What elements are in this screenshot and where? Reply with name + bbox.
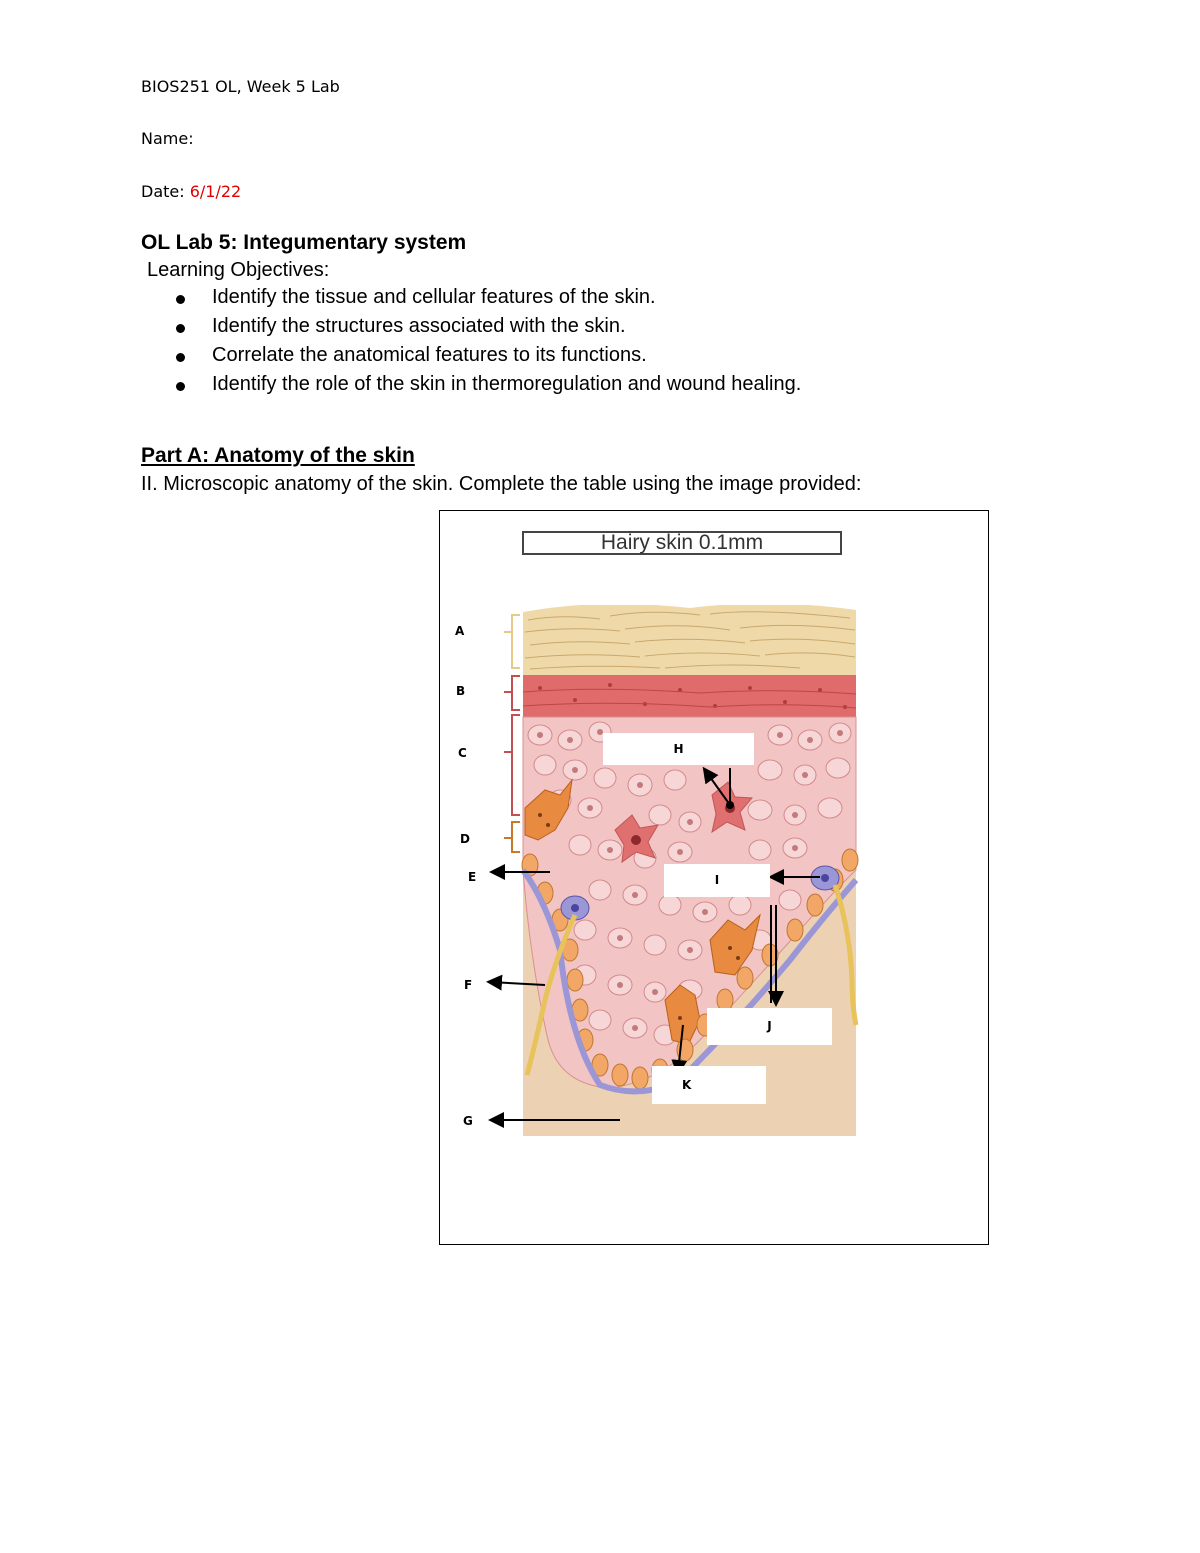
part-a-instruction: II. Microscopic anatomy of the skin. Complete the table using the image provided: [141, 473, 862, 495]
label-d: D [460, 832, 470, 846]
lab-title: OL Lab 5: Integumentary system [141, 231, 467, 254]
label-e: E [468, 870, 477, 884]
answer-box-h: H [603, 733, 754, 765]
name-label: Name: [141, 129, 194, 148]
layer-brackets [504, 615, 520, 852]
stratum-granulosum-layer [523, 675, 856, 717]
label-a: A [455, 624, 465, 638]
objective-text: Identify the tissue and cellular features of the skin. [212, 286, 656, 308]
part-a-heading: Part A: Anatomy of the skin [141, 444, 415, 467]
objective-text: Identify the role of the skin in thermoregulation and wound healing. [212, 373, 802, 395]
label-g: G [463, 1114, 473, 1128]
answer-box-j: J [707, 1008, 832, 1045]
date-value: 6/1/22 [189, 182, 242, 201]
figure-title: Hairy skin 0.1mm [522, 531, 842, 555]
stratum-corneum-layer [523, 603, 856, 675]
objectives-heading: Learning Objectives: [147, 259, 330, 281]
label-c: C [458, 746, 467, 760]
label-b: B [456, 684, 466, 698]
objective-text: Correlate the anatomical features to its functions. [212, 344, 647, 366]
course-header: BIOS251 OL, Week 5 Lab [141, 77, 340, 96]
answer-box-k: K [652, 1066, 766, 1104]
date-label: Date: [141, 182, 185, 201]
label-f: F [464, 978, 473, 992]
answer-box-i: I [664, 864, 770, 897]
objective-text: Identify the structures associated with the skin. [212, 315, 626, 337]
